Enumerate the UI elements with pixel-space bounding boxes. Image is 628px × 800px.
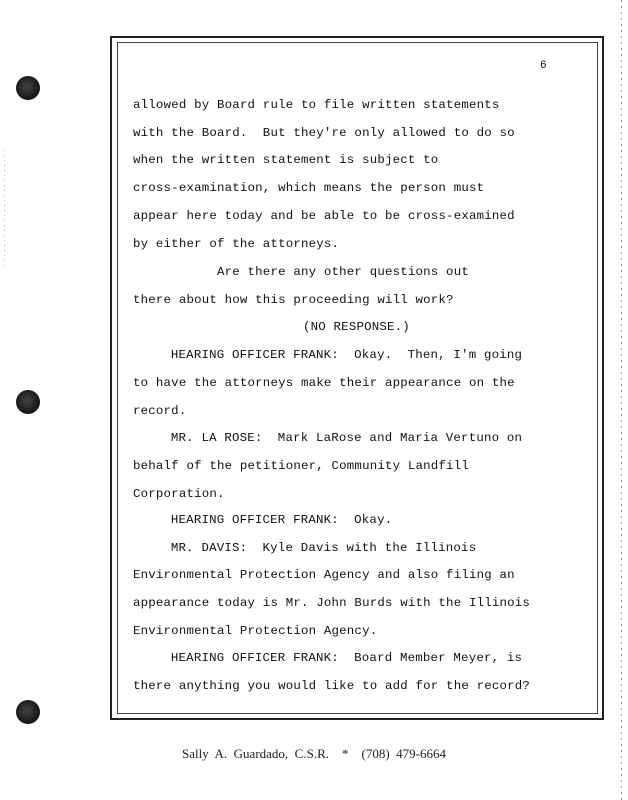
transcript-line-4: cross-examination, which means the person must bbox=[133, 181, 485, 195]
transcript-line-21: HEARING OFFICER FRANK: Board Member Meyer, is bbox=[148, 651, 523, 665]
transcript-line-20: Environmental Protection Agency. bbox=[133, 624, 378, 638]
transcript-line-22: there anything you would like to add for the record? bbox=[133, 679, 531, 693]
transcript-line-2: with the Board. But they're only allowed to do so bbox=[133, 126, 515, 140]
transcript-line-7: Are there any other questions out bbox=[133, 265, 469, 279]
binder-hole-bottom bbox=[16, 700, 40, 724]
transcript-line-13: MR. LA ROSE: Mark LaRose and Maria Vertuno on bbox=[148, 431, 523, 445]
transcript-line-8: there about how this proceeding will work? bbox=[133, 293, 454, 307]
transcript-line-17: MR. DAVIS: Kyle Davis with the Illinois bbox=[148, 541, 477, 555]
transcript-line-9: (NO RESPONSE.) bbox=[303, 320, 410, 334]
binder-hole-middle bbox=[16, 390, 40, 414]
transcript-line-3: when the written statement is subject to bbox=[133, 153, 439, 167]
transcript-line-14: behalf of the petitioner, Community Landfill bbox=[133, 459, 469, 473]
transcript-line-5: appear here today and be able to be cross-examined bbox=[133, 209, 515, 223]
page-edge-right bbox=[621, 0, 622, 800]
transcript-line-18: Environmental Protection Agency and also filing an bbox=[133, 568, 515, 582]
transcript-line-15: Corporation. bbox=[133, 487, 225, 501]
transcript-line-19: appearance today is Mr. John Burds with the Illinois bbox=[133, 596, 531, 610]
transcript-line-6: by either of the attorneys. bbox=[133, 237, 340, 251]
page-edge-left bbox=[4, 150, 5, 270]
transcript-line-11: to have the attorneys make their appearance on the bbox=[133, 376, 515, 390]
transcript-line-10: HEARING OFFICER FRANK: Okay. Then, I'm going bbox=[148, 348, 523, 362]
page-number: 6 bbox=[540, 60, 547, 72]
reporter-footer: Sally A. Guardado, C.S.R. * (708) 479-6664 bbox=[182, 746, 446, 761]
binder-hole-top bbox=[16, 76, 40, 100]
transcript-line-1: allowed by Board rule to file written statements bbox=[133, 98, 500, 112]
transcript-line-16: HEARING OFFICER FRANK: Okay. bbox=[148, 513, 393, 527]
transcript-line-12: record. bbox=[133, 404, 187, 418]
